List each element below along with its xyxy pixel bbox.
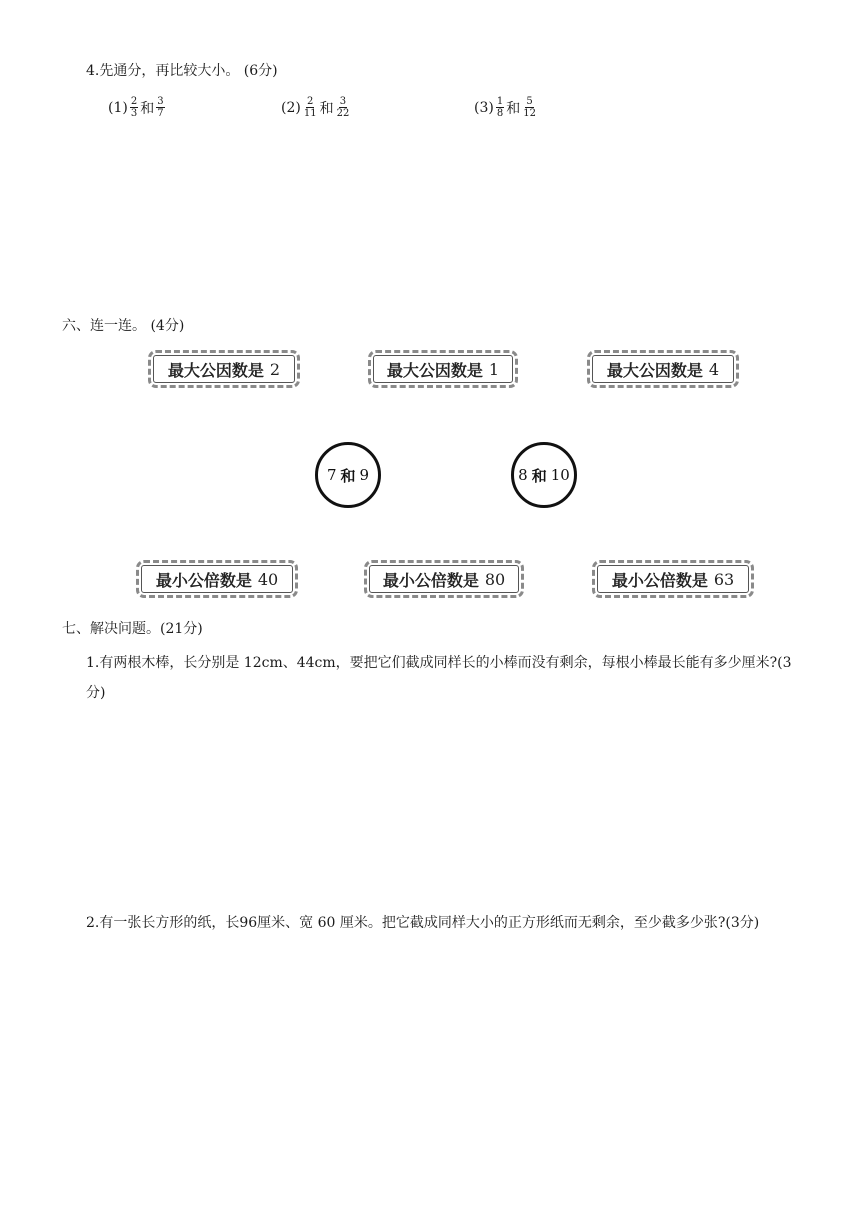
- item-label: (2): [281, 99, 301, 116]
- fraction: $\frac{2}{11}$: [303, 96, 317, 119]
- number-pair-circle[interactable]: 8 和 10: [511, 442, 577, 508]
- fraction: $\frac{1}{8}$: [496, 96, 504, 119]
- fraction-compare-item: [281, 96, 352, 119]
- item-label: (3): [474, 99, 494, 116]
- section-6-title: 六、连一连。 (4分): [62, 318, 185, 334]
- question-4-title: 4.先通分，再比较大小。 (6分): [86, 63, 278, 79]
- and-word: 和: [506, 100, 521, 117]
- gcd-box[interactable]: 最大公因数是 4: [587, 350, 739, 388]
- fraction: $\frac{2}{3}$: [130, 96, 138, 119]
- item-label: (1): [108, 99, 128, 116]
- lcm-box[interactable]: 最小公倍数是 80: [364, 560, 524, 598]
- gcd-box[interactable]: 最大公因数是 1: [368, 350, 518, 388]
- lcm-box[interactable]: 最小公倍数是 63: [592, 560, 754, 598]
- fraction-compare-item: [474, 96, 539, 119]
- problem-1-text: 1.有两根木棒，长分别是 12cm、44cm，要把它们截成同样长的小棒而没有剩余，每根小棒最长能有多少厘米?(3分): [86, 655, 792, 701]
- lcm-box[interactable]: 最小公倍数是 40: [136, 560, 298, 598]
- fraction: $\frac{5}{12}$: [523, 96, 536, 119]
- and-word: 和: [319, 100, 334, 117]
- problem-2-text: 2.有一张长方形的纸，长96厘米、宽 60 厘米。把它截成同样大小的正方形纸而无剩余，至少截多少张?(3分): [86, 915, 760, 931]
- section-7-title: 七、解决问题。(21分): [62, 621, 203, 637]
- fraction: $\frac{3}{22}$: [336, 96, 350, 119]
- fraction: $\frac{3}{7}$: [157, 96, 164, 119]
- and-word: 和: [140, 100, 155, 117]
- fraction-compare-item: [108, 96, 167, 119]
- number-pair-circle[interactable]: 7 和 9: [315, 442, 381, 508]
- gcd-box[interactable]: 最大公因数是 2: [148, 350, 300, 388]
